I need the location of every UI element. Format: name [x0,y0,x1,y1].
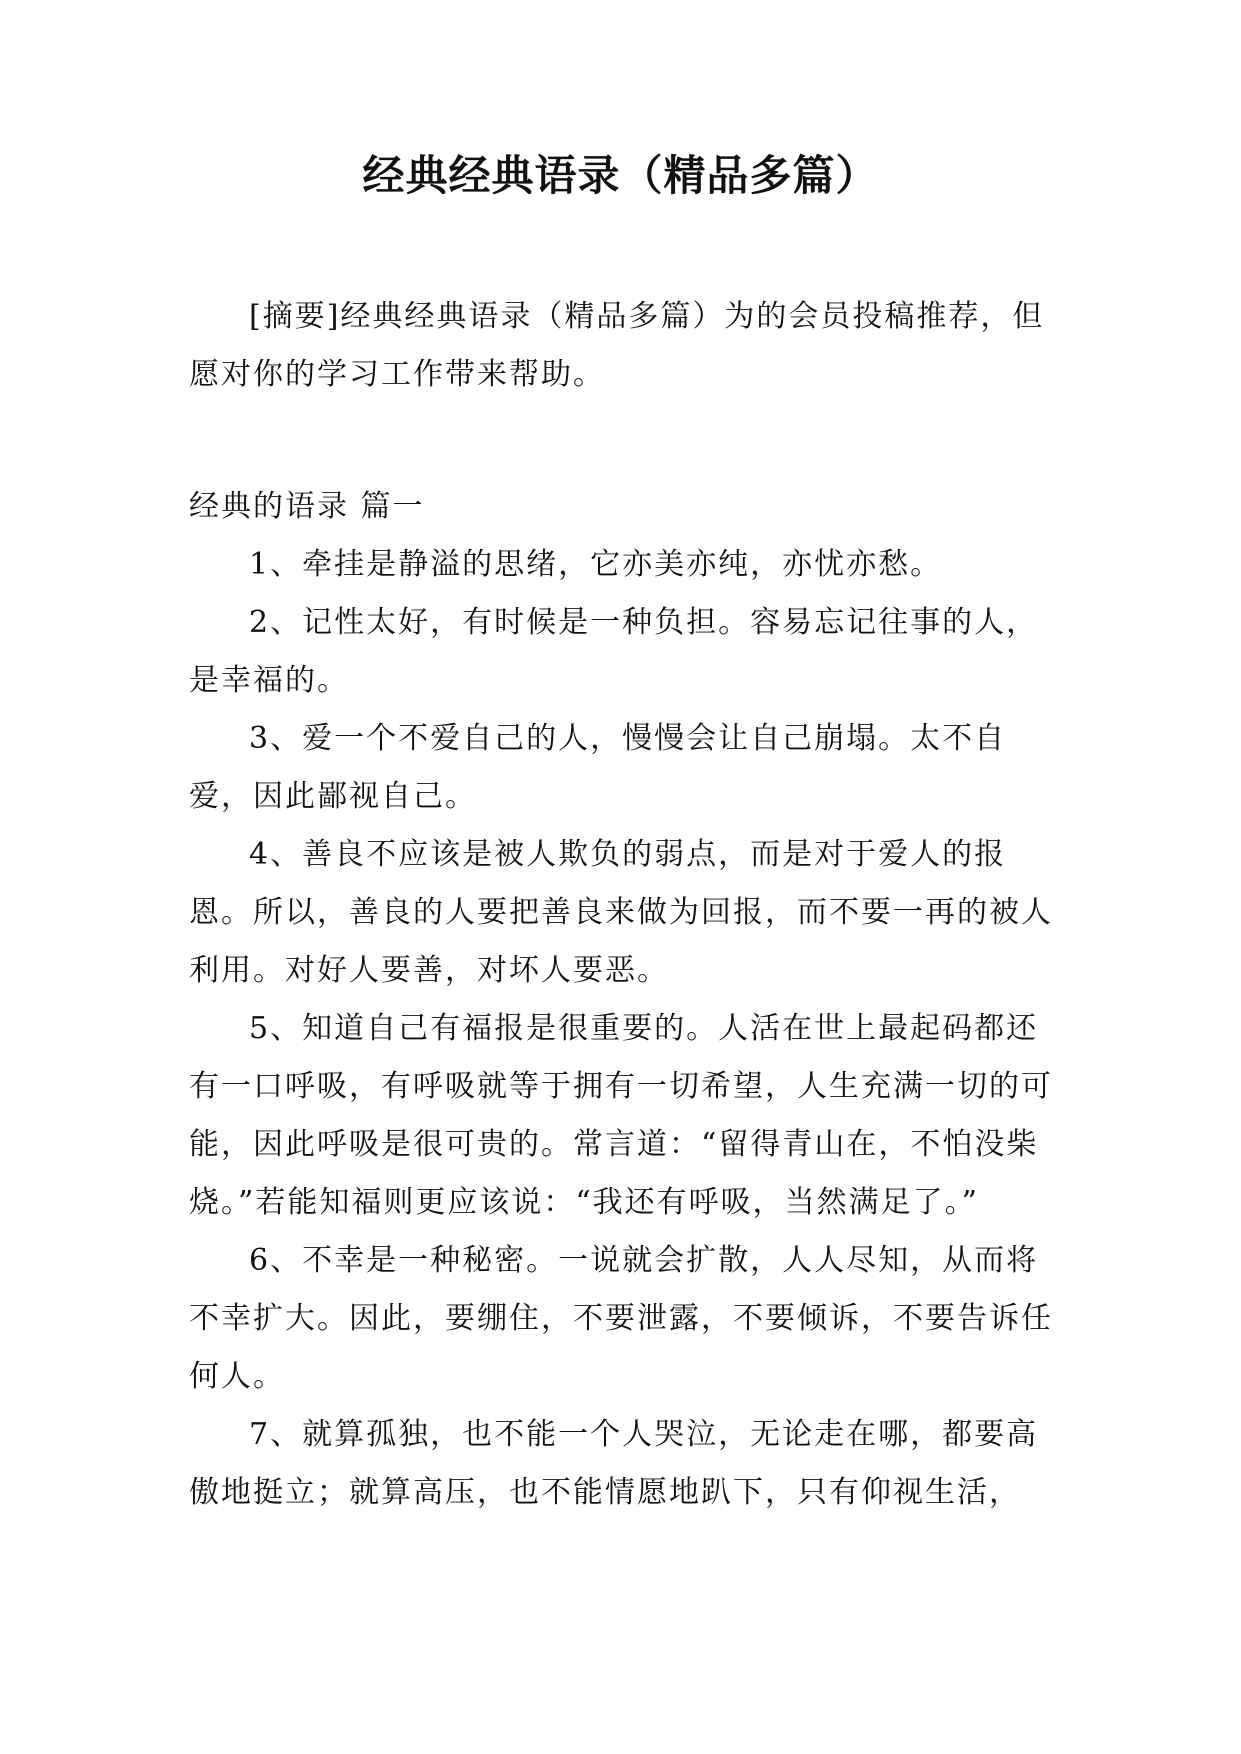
document-body [189,288,1055,1522]
quote-item: 4、善良不应该是被人欺负的弱点，而是对于爱人的报恩。所以，善良的人要把善良来做为回报，而不要一再的被人利用。对好人要善，对坏人要恶。 [189,837,1053,988]
quote-item: 2、记性太好，有时候是一种负担。容易忘记往事的人，是幸福的。 [189,605,1039,698]
section-heading: 经典的语录 篇一 [189,489,425,524]
quote-item: 6、不幸是一种秘密。一说就会扩散，人人尽知，从而将不幸扩大。因此，要绷住，不要泄露，不要倾诉，不要告诉任何人。 [189,1243,1053,1394]
quote-item: 7、就算孤独，也不能一个人哭泣，无论走在哪，都要高傲地挺立；就算高压，也不能情愿地趴下，只有仰视生活， [189,1417,1039,1510]
quote-item: 5、知道自己有福报是很重要的。人活在世上最起码都还有一口呼吸，有呼吸就等于拥有一切希望，人生充满一切的可能，因此呼吸是很可贵的。常言道：“留得青山在，不怕没柴烧。”若能知福则更应该说：“我还有呼吸，当然满足了。” [189,1011,1053,1220]
quote-item: 1、牵挂是静溢的思绪，它亦美亦纯，亦忧亦愁。 [249,547,943,582]
abstract-paragraph: [摘要]经典经典语录（精品多篇）为的会员投稿推荐，但愿对你的学习工作带来帮助。 [189,299,1045,392]
quote-item: 3、爱一个不爱自己的人，慢慢会让自己崩塌。太不自爱，因此鄙视自己。 [189,721,1007,814]
spacer [189,404,1055,478]
document-title: 经典经典语录（精品多篇） [362,151,879,200]
